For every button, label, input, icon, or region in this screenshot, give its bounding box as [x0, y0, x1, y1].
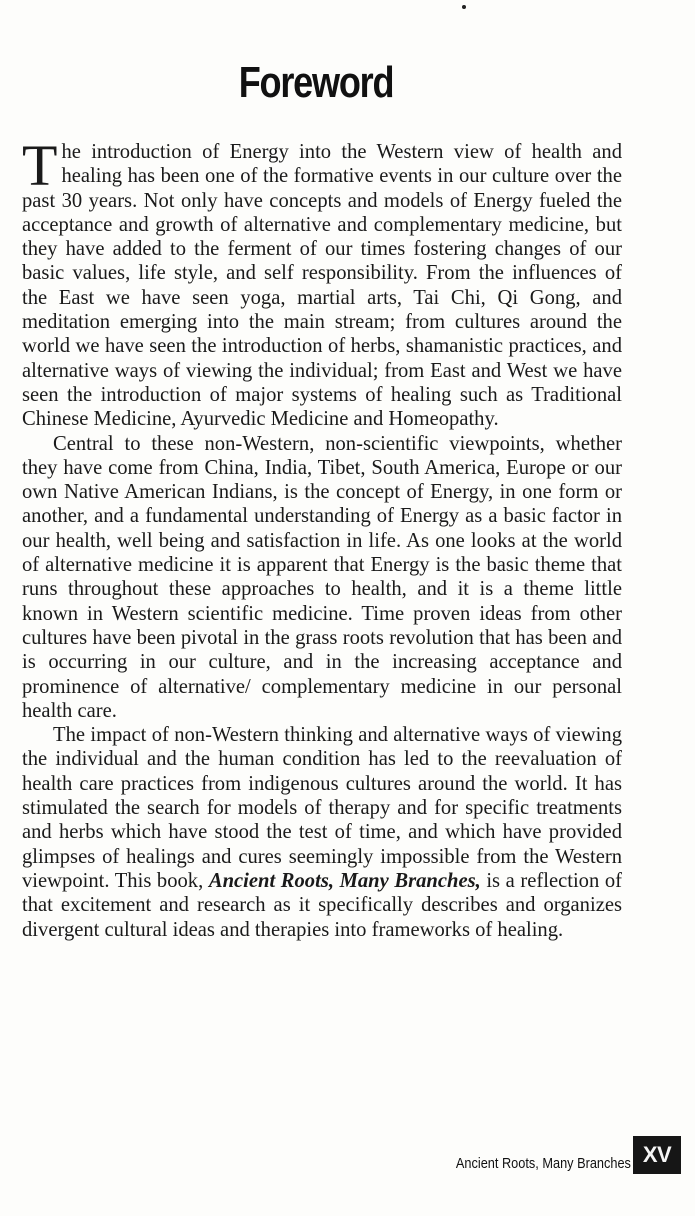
running-title: Ancient Roots, Many Branches — [455, 1155, 631, 1172]
page-footer — [425, 1136, 681, 1174]
paragraph-3 — [22, 723, 622, 942]
page-title: Foreword — [238, 58, 394, 107]
drop-cap: T — [22, 133, 58, 198]
body-text — [22, 133, 622, 942]
paragraph-1-text: he introduction of Energy into the Western view of health and healing has been one of the formative events in our culture over the past 30 years. Not only have concepts and models of Energy fueled the acceptance and growth of alternative and complementary medicine, but they have added to the ferment of our times fostering changes of our basic values, life style, and self responsibility. From the influences of the East we have seen yoga, martial arts, Tai Chi, Qi Gong, and meditation emerging into the main stream; from cultures around the world we have seen the introduction of herbs, shamanistic practices, and alternative ways of viewing the individual; from East and West we have seen the introduction of major systems of healing such as Traditional Chinese Medicine, Ayurvedic Medicine and Homeopathy. — [22, 141, 622, 431]
paragraph-3-text-start: The impact of non-Western thinking and alternative ways of viewing the individual and the human condition has led to the reevaluation of health care practices from indigenous cultures around the world. It has stimulated the search for models of therapy and for specific treatments and herbs which have stood the test of time, and which have provided glimpses of healings and cures seemingly impossible from the Western viewpoint. This book, — [22, 724, 622, 892]
page-number: XV — [633, 1136, 681, 1174]
book-title-inline: Ancient Roots, Many Branches, — [208, 869, 481, 892]
stray-mark — [462, 5, 466, 9]
paragraph-1 — [22, 133, 622, 432]
paragraph-3-text-end: is a reflection of that excitement and research as it specifically describes and organizes divergent cultural ideas and therapies into frameworks of healing. — [22, 869, 622, 941]
paragraph-2: Central to these non-Western, non-scientific viewpoints, whether they have come from China, India, Tibet, South America, Europe or our own Native American Indians, is the concept of Energy, in one form or another, and a fundamental understanding of Energy as a basic factor in our health, well being and satisfaction in life. As one looks at the world of alternative medicine it is apparent that Energy is the basic theme that runs throughout these approaches to health, and it is a theme little known in Western scientific medicine. Time proven ideas from other cultures have been pivotal in the grass roots revolution that has been and is occurring in our culture, and in the increasing acceptance and prominence of alternative/ complementary medicine in our personal health care. — [22, 432, 622, 722]
